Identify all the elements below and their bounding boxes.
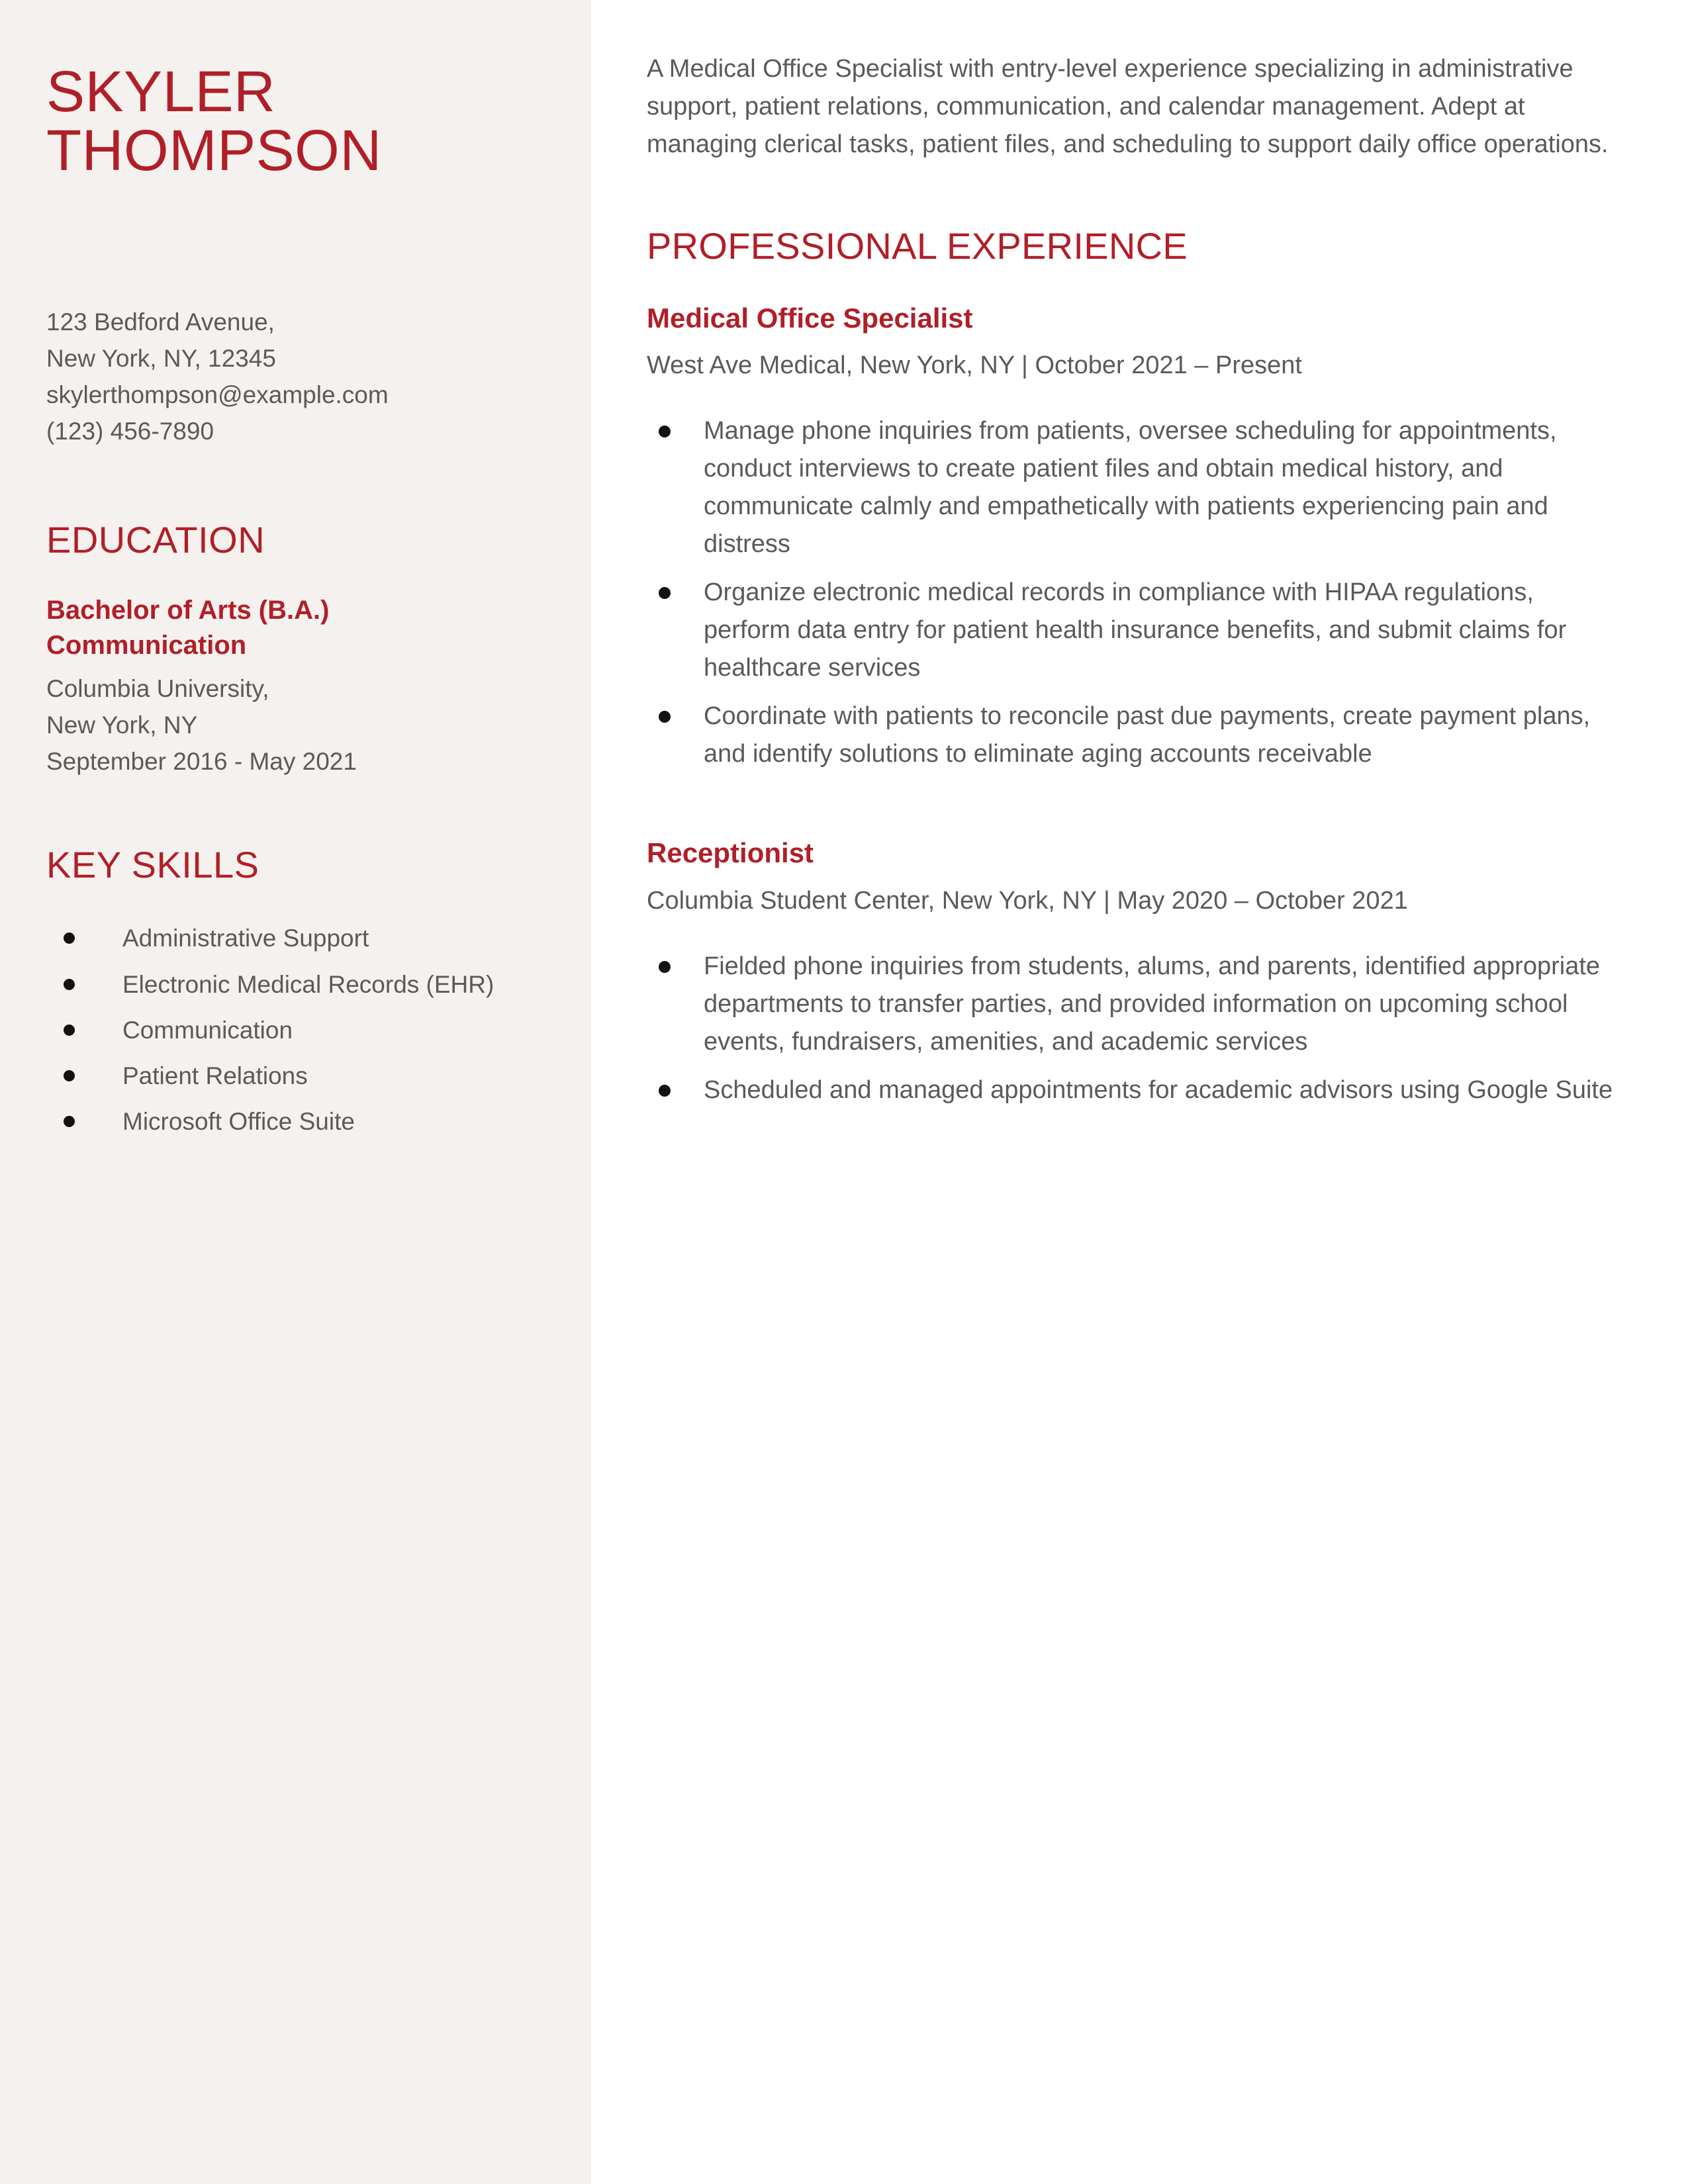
job-company-dates: West Ave Medical, New York, NY | October 2021 – Present [647,351,1302,380]
education-school-location: New York, NY [46,711,198,739]
job-responsibilities-list [647,948,1627,1109]
key-skill-label: Communication [122,1016,293,1044]
bullet-icon [64,1024,75,1036]
candidate-first-name: SKYLER [46,60,276,124]
job-title: Medical Office Specialist [647,302,973,334]
key-skill-label: Patient Relations [122,1062,308,1090]
professional-summary: A Medical Office Specialist with entry-level experience specializing in administrative support, patient relations, communication, and calendar management. Adept at managing clerical tasks, patient files, and scheduling to support daily office operations. [647,55,1609,158]
key-skill-label: Administrative Support [122,925,369,952]
bullet-icon [659,426,671,437]
list-item [46,1013,545,1048]
job-responsibilities-list [647,412,1627,773]
list-item [647,1071,1627,1109]
list-item [647,412,1627,563]
job-responsibility: Scheduled and managed appointments for academic advisors using Google Suite [704,1075,1613,1104]
list-item [46,921,545,956]
candidate-last-name: THOMPSON [46,118,382,183]
bullet-icon [659,711,671,723]
professional-experience-heading: PROFESSIONAL EXPERIENCE [647,225,1188,267]
education-dates: September 2016 - May 2021 [46,747,357,775]
education-school-name: Columbia University, [46,675,269,703]
job-responsibility: Manage phone inquiries from patients, oversee scheduling for appointments, conduct interviews to create patient files and obtain medical history, and communicate calmly and empathetically with patients experiencing pain and distress [704,417,1557,559]
job-responsibility: Organize electronic medical records in compliance with HIPAA regulations, perform data entry for patient health insurance benefits, and submit claims for healthcare services [704,578,1567,682]
list-item [647,574,1627,687]
education-degree-line2: Communication [46,631,247,660]
contact-block [46,304,545,449]
bullet-icon [64,1070,75,1081]
key-skills-heading: KEY SKILLS [46,844,259,886]
key-skill-label: Electronic Medical Records (EHR) [122,970,494,998]
bullet-icon [659,587,671,599]
education-school-block [46,671,545,780]
job-responsibility: Coordinate with patients to reconcile past due payments, create payment plans, and identify solutions to eliminate aging accounts receivable [704,702,1591,768]
key-skills-list [46,921,545,1139]
education-heading: EDUCATION [46,519,265,561]
job-company-dates: Columbia Student Center, New York, NY | May 2020 – October 2021 [647,886,1408,915]
list-item [46,1058,545,1093]
list-item [647,698,1627,773]
bullet-icon [659,1085,671,1097]
job-title: Receptionist [647,837,814,869]
bullet-icon [659,961,671,973]
education-section [46,518,545,780]
main-column [591,0,1688,2184]
contact-email: skylerthompson@example.com [46,381,389,408]
experience-entry [647,302,1627,773]
list-item [46,967,545,1002]
sidebar [0,0,591,2184]
job-responsibility: Fielded phone inquiries from students, alums, and parents, identified appropriate departments to transfer parties, and provided information on upcoming school events, fundraisers, amenities, and academic services [704,952,1601,1056]
list-item [647,948,1627,1061]
key-skills-section [46,843,545,1139]
education-degree-line1: Bachelor of Arts (B.A.) [46,596,330,625]
contact-street: 123 Bedford Avenue, [46,308,275,336]
bullet-icon [64,979,75,990]
experience-entry [647,837,1627,1109]
bullet-icon [64,1116,75,1127]
candidate-name [46,60,545,183]
education-degree [46,593,545,663]
key-skill-label: Microsoft Office Suite [122,1108,355,1136]
contact-phone: (123) 456-7890 [46,417,214,445]
bullet-icon [64,933,75,944]
contact-city-state-zip: New York, NY, 12345 [46,345,276,373]
list-item [46,1104,545,1139]
